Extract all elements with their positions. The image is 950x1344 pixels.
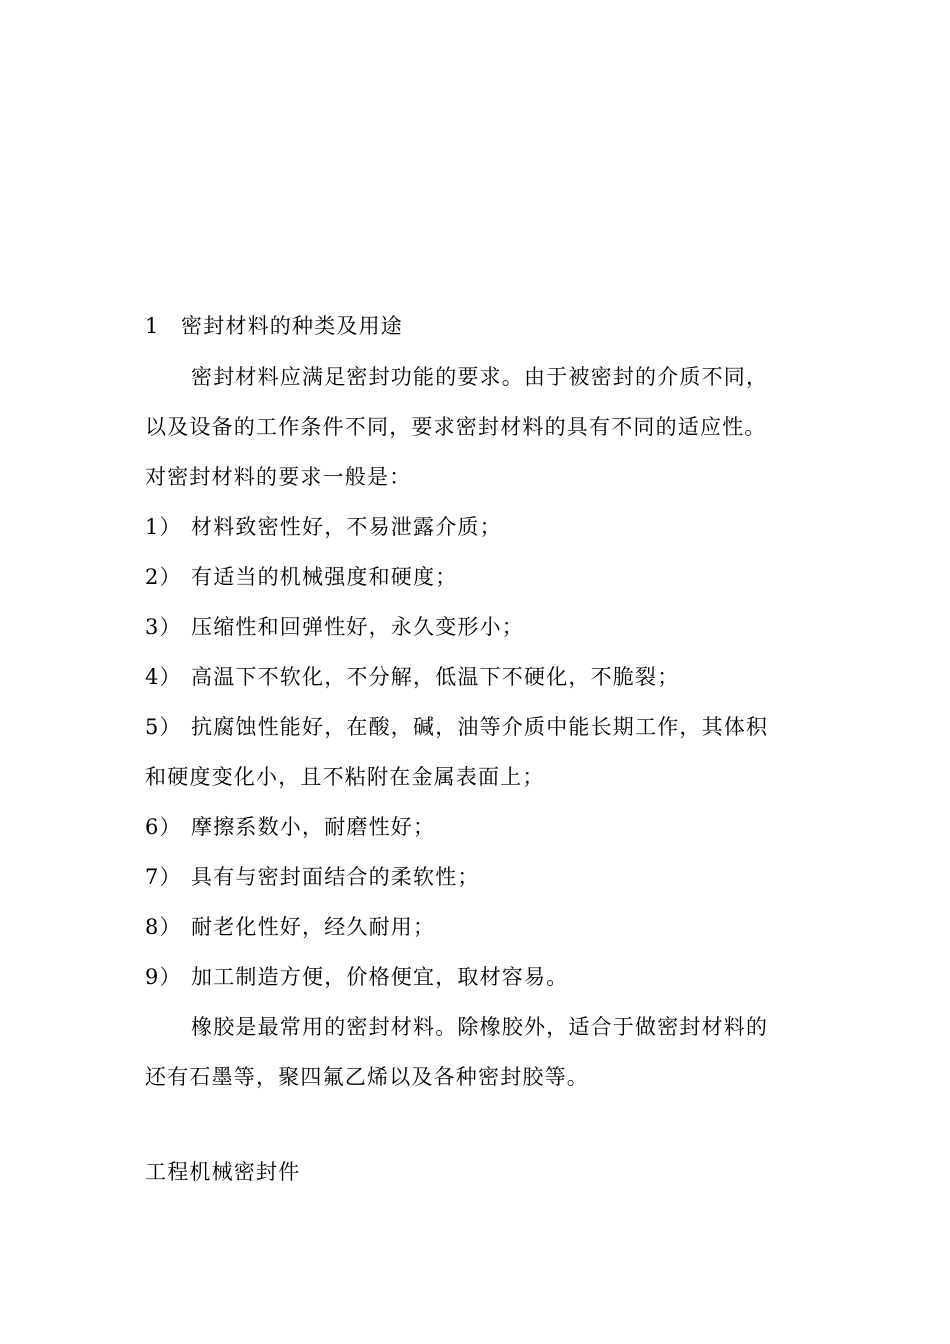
requirement-text: 加工制造方便，价格便宜，取材容易。 xyxy=(191,965,569,989)
requirement-text: 高温下不软化，不分解，低温下不硬化，不脆裂； xyxy=(191,665,680,689)
requirement-number: 2） xyxy=(145,565,182,589)
requirement-number: 6） xyxy=(145,815,182,839)
requirement-item-6 xyxy=(145,812,435,842)
requirement-number: 3） xyxy=(145,615,182,639)
section-title: 密封材料的种类及用途 xyxy=(181,314,403,338)
requirement-item-3 xyxy=(145,612,524,642)
requirement-item-2 xyxy=(145,562,457,592)
requirement-number: 7） xyxy=(145,865,182,889)
closing-line-1: 橡胶是最常用的密封材料。除橡胶外，适合于做密封材料的 xyxy=(191,1015,769,1039)
requirement-number: 5） xyxy=(145,715,182,739)
requirement-item-7 xyxy=(145,862,480,892)
requirement-number: 4） xyxy=(145,665,182,689)
requirement-number: 1） xyxy=(145,515,182,539)
intro-line-2: 以及设备的工作条件不同，要求密封材料的具有不同的适应性。 xyxy=(145,415,767,439)
section-number: 1 xyxy=(145,314,160,338)
requirement-text: 材料致密性好，不易泄露介质； xyxy=(191,515,502,539)
requirement-item-9 xyxy=(145,962,568,992)
requirement-text: 具有与密封面结合的柔软性； xyxy=(191,865,480,889)
requirement-item-5-continued: 和硬度变化小，且不粘附在金属表面上； xyxy=(145,765,545,789)
requirement-text: 摩擦系数小，耐磨性好； xyxy=(191,815,436,839)
requirement-item-4 xyxy=(145,662,679,692)
requirement-number: 8） xyxy=(145,915,182,939)
requirement-text: 耐老化性好，经久耐用； xyxy=(191,915,436,939)
footer-title: 工程机械密封件 xyxy=(145,1160,301,1184)
intro-line-1: 密封材料应满足密封功能的要求。由于被密封的介质不同， xyxy=(191,365,769,389)
requirement-item-8 xyxy=(145,912,435,942)
section-heading xyxy=(145,311,403,341)
requirement-text: 有适当的机械强度和硬度； xyxy=(191,565,458,589)
requirement-item-5 xyxy=(145,712,768,742)
intro-line-3: 对密封材料的要求一般是： xyxy=(145,465,412,489)
requirement-text: 抗腐蚀性能好，在酸，碱，油等介质中能长期工作，其体积 xyxy=(191,715,769,739)
closing-line-2: 还有石墨等，聚四氟乙烯以及各种密封胶等。 xyxy=(145,1065,589,1089)
requirement-item-1 xyxy=(145,512,502,542)
requirement-text: 压缩性和回弹性好，永久变形小； xyxy=(191,615,524,639)
requirement-number: 9） xyxy=(145,965,182,989)
